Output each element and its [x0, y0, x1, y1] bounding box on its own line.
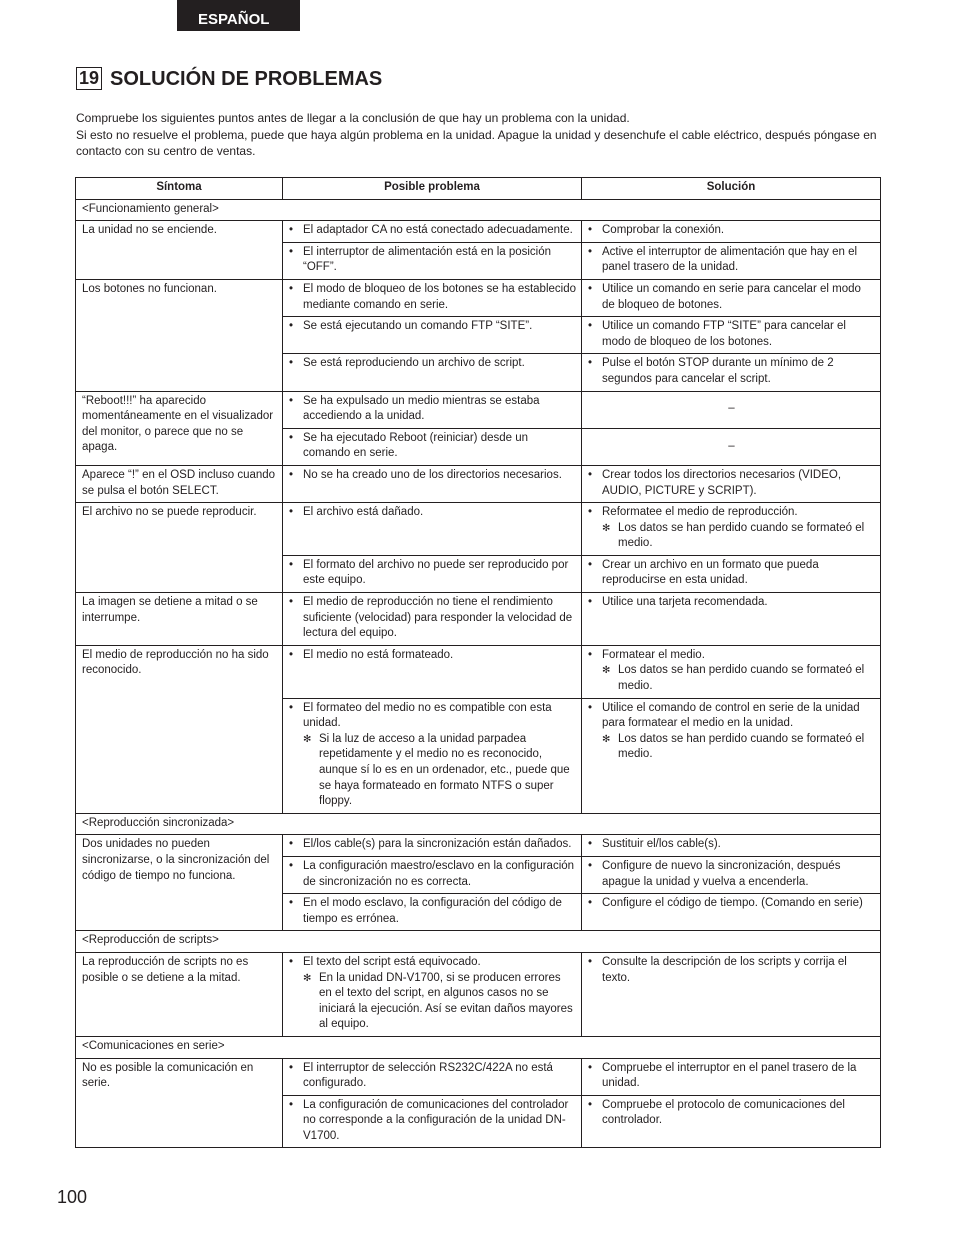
problem-cell: [283, 894, 582, 931]
group-row: [76, 813, 881, 835]
problem-cell: [283, 835, 582, 857]
solution-item: • Consulte la descripción de los scripts y corrija el texto.: [588, 955, 875, 986]
problem-cell: [283, 221, 582, 243]
section-heading: [76, 67, 382, 93]
group-row: [76, 199, 881, 221]
table-row: [76, 593, 881, 646]
group-row: [76, 1036, 881, 1058]
table-row: [76, 279, 881, 316]
problem-item: • El archivo está dañado.: [289, 505, 576, 521]
problem-item: • El formateo del medio no es compatible con esta unidad.: [289, 701, 576, 732]
intro-text: [76, 110, 882, 160]
solution-item: • Compruebe el interruptor en el panel trasero de la unidad.: [588, 1061, 875, 1092]
problem-item: • Se está reproduciendo un archivo de script.: [289, 356, 576, 372]
header-solution: Solución: [582, 178, 881, 200]
problem-cell: [283, 242, 582, 279]
group-label: <Comunicaciones en serie>: [76, 1036, 881, 1058]
symptom-cell: “Reboot!!!” ha aparecido momentáneamente en el visualizador del monitor, o parece que no se apaga.: [76, 391, 283, 465]
solution-note: ✻ Los datos se han perdido cuando se formateó el medio.: [588, 732, 875, 763]
problem-item: • La configuración de comunicaciones del controlador no corresponde a la configuración de la unidad DN-V1700.: [289, 1098, 576, 1145]
solution-cell: [582, 1095, 881, 1148]
solution-cell: [582, 856, 881, 893]
symptom-cell: La unidad no se enciende.: [76, 221, 283, 280]
symptom-cell: El medio de reproducción no ha sido reconocido.: [76, 645, 283, 813]
symptom-cell: Aparece “!” en el OSD incluso cuando se pulsa el botón SELECT.: [76, 465, 283, 502]
table-header-row: [76, 178, 881, 200]
solution-cell: [582, 465, 881, 502]
table-row: [76, 391, 881, 428]
solution-item: • Configure el código de tiempo. (Comando en serie): [588, 896, 875, 912]
troubleshooting-table: [75, 177, 881, 1148]
solution-item: • Sustituir el/los cable(s).: [588, 837, 875, 853]
solution-item: • Crear todos los directorios necesarios (VIDEO, AUDIO, PICTURE y SCRIPT).: [588, 468, 875, 499]
problem-cell: [283, 428, 582, 465]
intro-line-1: Compruebe los siguientes puntos antes de llegar a la conclusión de que hay un problema con la unidad.: [76, 111, 630, 125]
solution-cell: [582, 645, 881, 698]
problem-item: • El medio no está formateado.: [289, 648, 576, 664]
symptom-cell: Los botones no funcionan.: [76, 279, 283, 391]
solution-item: • Utilice un comando en serie para cancelar el modo de bloqueo de botones.: [588, 282, 875, 313]
problem-item: • El modo de bloqueo de los botones se ha establecido mediante comando en serie.: [289, 282, 576, 313]
solution-cell: [582, 221, 881, 243]
solution-item: • Utilice una tarjeta recomendada.: [588, 595, 875, 611]
solution-item: • Utilice el comando de control en serie de la unidad para formatear el medio en la unidad.: [588, 701, 875, 732]
solution-cell: –: [582, 391, 881, 428]
problem-cell: [283, 503, 582, 556]
symptom-cell: Dos unidades no pueden sincronizarse, o la sincronización del código de tiempo no funciona.: [76, 835, 283, 931]
problem-cell: [283, 354, 582, 391]
solution-cell: [582, 503, 881, 556]
problem-item: • Se ha ejecutado Reboot (reiniciar) desde un comando en serie.: [289, 431, 576, 462]
symptom-cell: No es posible la comunicación en serie.: [76, 1058, 283, 1148]
solution-cell: [582, 698, 881, 813]
group-label: <Funcionamiento general>: [76, 199, 881, 221]
problem-item: • El adaptador CA no está conectado adecuadamente.: [289, 223, 576, 239]
problem-cell: [283, 317, 582, 354]
table-row: [76, 1058, 881, 1095]
problem-item: • El interruptor de selección RS232C/422A no está configurado.: [289, 1061, 576, 1092]
solution-item: • Active el interruptor de alimentación que hay en el panel trasero de la unidad.: [588, 245, 875, 276]
symptom-cell: El archivo no se puede reproducir.: [76, 503, 283, 593]
page-number: 100: [57, 1187, 88, 1207]
solution-item: • Compruebe el protocolo de comunicaciones del controlador.: [588, 1098, 875, 1129]
problem-item: • El/los cable(s) para la sincronización están dañados.: [289, 837, 576, 853]
problem-note: ✻ En la unidad DN-V1700, si se producen errores en el texto del script, en algunos casos no se iniciará la ejecución. Así se evitan daños mayores al equipo.: [289, 971, 576, 1033]
solution-item: • Pulse el botón STOP durante un mínimo de 2 segundos para cancelar el script.: [588, 356, 875, 387]
problem-item: • En el modo esclavo, la configuración del código de tiempo es errónea.: [289, 896, 576, 927]
problem-cell: [283, 698, 582, 813]
table-row: [76, 465, 881, 502]
solution-item: • Utilice un comando FTP “SITE” para cancelar el modo de bloqueo de los botones.: [588, 319, 875, 350]
problem-item: • La configuración maestro/esclavo en la configuración de sincronización no es correcta.: [289, 859, 576, 890]
solution-item: • Reformatee el medio de reproducción.: [588, 505, 875, 521]
solution-item: • Crear un archivo en un formato que pueda reproducirse en esta unidad.: [588, 558, 875, 589]
problem-item: • El texto del script está equivocado.: [289, 955, 576, 971]
group-label: <Reproducción de scripts>: [76, 931, 881, 953]
solution-cell: [582, 354, 881, 391]
solution-item: • Comprobar la conexión.: [588, 223, 875, 239]
group-row: [76, 931, 881, 953]
problem-item: • Se está ejecutando un comando FTP “SITE”.: [289, 319, 576, 335]
table-row: [76, 645, 881, 698]
table-row: [76, 952, 881, 1036]
solution-cell: [582, 894, 881, 931]
solution-note: ✻ Los datos se han perdido cuando se formateó el medio.: [588, 663, 875, 694]
problem-note: ✻ Si la luz de acceso a la unidad parpadea repetidamente y el medio no es reconocido, aunque sí lo es en un ordenador, etc., puede que se haya formateado en formato NTFS o super floppy.: [289, 732, 576, 810]
table-row: [76, 503, 881, 556]
language-tab: ESPAÑOL: [177, 0, 300, 31]
problem-cell: [283, 952, 582, 1036]
solution-item: • Configure de nuevo la sincronización, después apague la unidad y vuelva a encenderla.: [588, 859, 875, 890]
solution-cell: [582, 593, 881, 646]
problem-cell: [283, 645, 582, 698]
problem-cell: [283, 1058, 582, 1095]
problem-cell: [283, 856, 582, 893]
problem-item: • No se ha creado uno de los directorios necesarios.: [289, 468, 576, 484]
solution-cell: [582, 555, 881, 592]
solution-note: ✻ Los datos se han perdido cuando se formateó el medio.: [588, 521, 875, 552]
problem-item: • El formato del archivo no puede ser reproducido por este equipo.: [289, 558, 576, 589]
group-label: <Reproducción sincronizada>: [76, 813, 881, 835]
problem-cell: [283, 391, 582, 428]
problem-cell: [283, 465, 582, 502]
symptom-cell: La reproducción de scripts no es posible o se detiene a la mitad.: [76, 952, 283, 1036]
problem-cell: [283, 279, 582, 316]
problem-cell: [283, 555, 582, 592]
problem-cell: [283, 593, 582, 646]
solution-cell: [582, 1058, 881, 1095]
section-title: SOLUCIÓN DE PROBLEMAS: [110, 68, 383, 90]
intro-line-2: Si esto no resuelve el problema, puede que haya algún problema en la unidad. Apague la unidad y desenchufe el cable eléctrico, después póngase en contacto con su centro de ventas.: [76, 127, 877, 158]
section-number: 19: [76, 67, 102, 90]
solution-cell: [582, 242, 881, 279]
header-symptom: Síntoma: [76, 178, 283, 200]
problem-cell: [283, 1095, 582, 1148]
solution-cell: [582, 317, 881, 354]
solution-item: • Formatear el medio.: [588, 648, 875, 664]
solution-cell: –: [582, 428, 881, 465]
header-problem: Posible problema: [283, 178, 582, 200]
solution-cell: [582, 279, 881, 316]
solution-cell: [582, 835, 881, 857]
solution-cell: [582, 952, 881, 1036]
table-row: [76, 221, 881, 243]
problem-item: • El interruptor de alimentación está en la posición “OFF”.: [289, 245, 576, 276]
problem-item: • El medio de reproducción no tiene el rendimiento suficiente (velocidad) para responder la velocidad de lectura del equipo.: [289, 595, 576, 642]
problem-item: • Se ha expulsado un medio mientras se estaba accediendo a la unidad.: [289, 394, 576, 425]
table-row: [76, 835, 881, 857]
symptom-cell: La imagen se detiene a mitad o se interrumpe.: [76, 593, 283, 646]
